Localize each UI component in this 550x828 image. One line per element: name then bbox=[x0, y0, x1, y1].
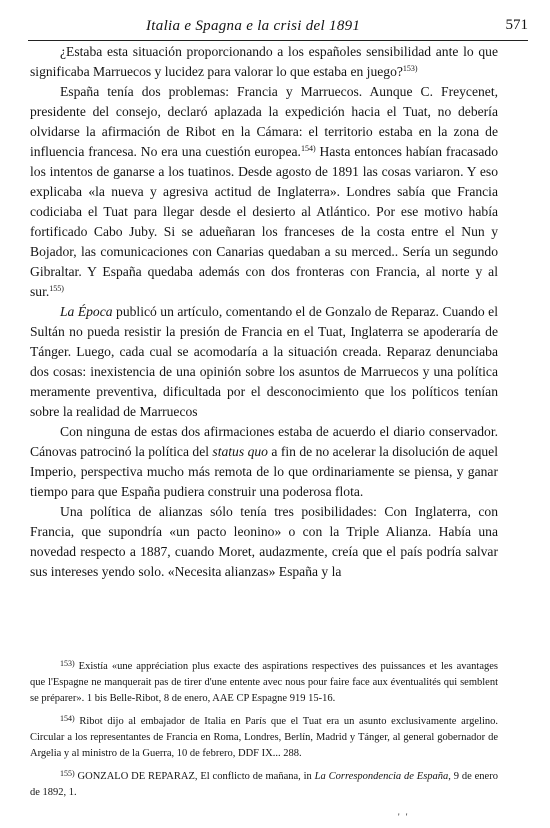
footnote-153-text: Existía «une appréciation plus exacte des aspirations respectives des puissances et les avantages que l'Espagne ne manquerait pas de tirer d'une entente avec nous pour faire face aux éventualités qui semblent se préparer». 1 bis Belle-Ribot, 8 de enero, AAE CP Espagne 919 15-16. bbox=[30, 661, 498, 704]
paragraph-4-text-b: a fin de no acelerar la disolución de aquel Imperio, perspectiva mucho más remota de lo que ordinariamente se piensa, y ganar tiempo para que España pudiera construir una poderosa flota. bbox=[30, 444, 498, 499]
page-number: 571 bbox=[505, 17, 528, 33]
status-quo-term: status quo bbox=[212, 444, 268, 459]
paragraph-1-text: ¿Estaba esta situación proporcionando a los españoles sensibilidad ante lo que significaba Marruecos y lucidez para valorar lo que estaba en juego? bbox=[30, 44, 498, 79]
footnote-154 bbox=[30, 711, 498, 762]
footnote-155-author: GONZALO DE REPARAZ bbox=[74, 771, 195, 782]
footnote-153-number: 153) bbox=[60, 659, 75, 668]
paragraph-1 bbox=[30, 42, 498, 82]
header-rule bbox=[28, 40, 528, 41]
footnote-155 bbox=[30, 766, 498, 801]
paragraph-3 bbox=[30, 302, 498, 422]
paragraph-2 bbox=[30, 82, 498, 302]
paragraph-4-text-a: Con ninguna de estas dos afirmaciones estaba de acuerdo el diario conservador. Cánovas patrocinó la política del bbox=[30, 424, 498, 459]
body-text bbox=[30, 42, 498, 582]
footnote-155-journal: La Correspondencia de España bbox=[314, 771, 449, 782]
footnote-155-text-b: , 9 de enero de 1892, 1. bbox=[30, 771, 498, 798]
footnote-ref-154: 154) bbox=[300, 144, 316, 153]
running-title: Italia e Spagna e la crisi del 1891 bbox=[146, 18, 361, 34]
paragraph-4 bbox=[30, 422, 498, 502]
footnote-ref-155: 155) bbox=[49, 284, 64, 293]
footnotes bbox=[30, 656, 498, 805]
footnote-154-number: 154) bbox=[60, 714, 75, 723]
footnote-154-text: Ribot dijo al embajador de Italia en París que el Tuat era un asunto exclusivamente argelino. Circular a los representantes de Francia en Roma, Londres, Berlín, Madrid y Tánger, al general gobernador de Argelia y al ministro de la Guerra, 10 de febrero, DDF IX... 288. bbox=[30, 716, 498, 759]
newspaper-title: La Época bbox=[60, 304, 113, 319]
paragraph-3-text: publicó un artículo, comentando el de Gonzalo de Reparaz. Cuando el Sultán no pueda resistir la presión de Francia en el Tuat, Inglaterra se apoderaría de Tánger. Luego, cada cual se acomodaría a la situación creada. Reparaz denunciaba dos cosas: inexistencia de una opinión sobre los asuntos de Marruecos y una política meramente preventiva, dificultada por el desconocimiento que los políticos tenían sobre la realidad de Marruecos bbox=[30, 304, 498, 419]
footnote-155-number: 155) bbox=[60, 769, 75, 778]
trailing-mark: ' ' bbox=[398, 812, 410, 822]
paragraph-2-text-b: Hasta entonces habían fracasado los intentos de ganarse a los tuatinos. Desde agosto de 1891 las cosas variaron. Y eso explicaba «la nueva y agresiva actitud de Inglaterra». Londres sabía que Francia codiciaba el Tuat para llegar desde el desierto al Atlántico. Por ese motivo había fortificado Cabo Juby. Si se adueñaran los franceses de la costa entre el Nun y Bojador, las comunicaciones con Canarias quedaban a su merced.. Sería un segundo Gibraltar. Y España quedaba además con dos fronteras con Francia, al norte y al sur. bbox=[30, 144, 498, 299]
page-header bbox=[28, 14, 528, 38]
paragraph-2-text-a: España tenía dos problemas: Francia y Marruecos. Aunque C. Freycenet, presidente del consejo, declaró aplazada la expedición hacia el Tuat, no debería olvidarse la afirmación de Ribot en la Cámara: el territorio estaba en la zona de influencia francesa. No era una cuestión europea. bbox=[30, 84, 498, 159]
footnote-153 bbox=[30, 656, 498, 707]
footnote-155-text-a: , El conflicto de mañana, in bbox=[194, 771, 315, 782]
footnote-ref-153: 153) bbox=[402, 64, 418, 73]
paragraph-5: Una política de alianzas sólo tenía tres posibilidades: Con Inglaterra, con Francia, que supondría «un pacto leonino» o con la Triple Alianza. Había una novedad respecto a 1887, cuando Moret, audazmente, creía que el país podría salvar sus intereses yendo solo. «Necesita alianzas» España y la bbox=[30, 504, 498, 579]
